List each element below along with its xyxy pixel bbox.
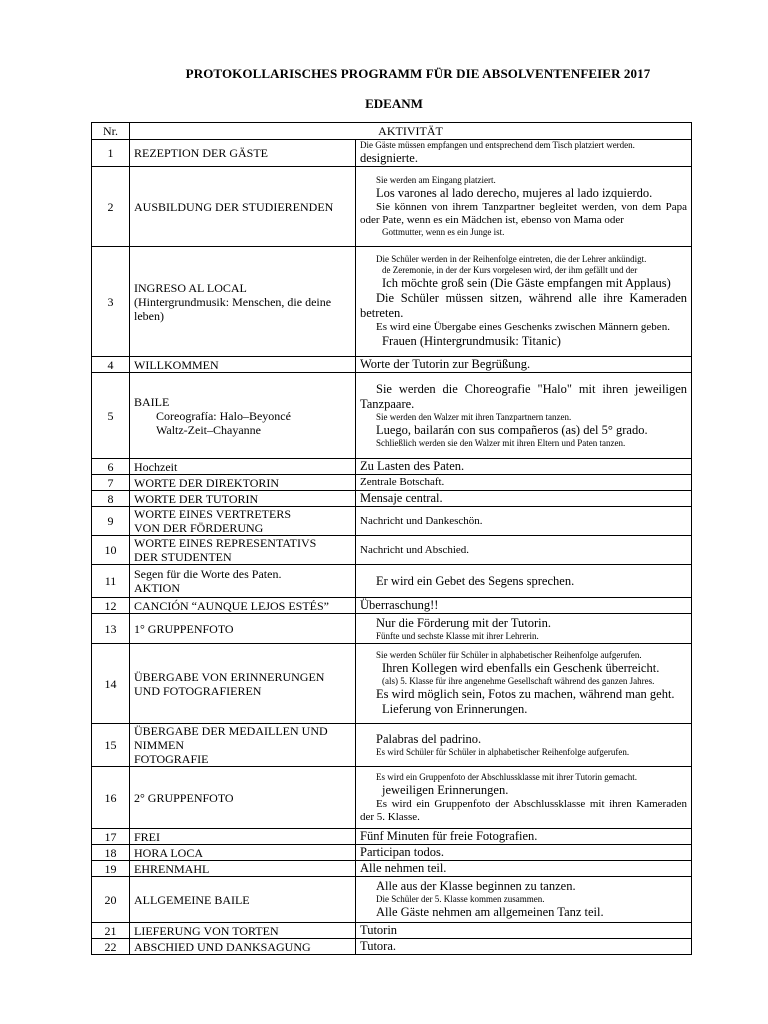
- row-description: [356, 167, 692, 247]
- description-text: Nachricht und Abschied.: [360, 543, 470, 556]
- description-line: [360, 845, 687, 860]
- table-row: [92, 829, 692, 845]
- description-line: [360, 879, 687, 894]
- row-description: [356, 829, 692, 845]
- activity-line: HORA LOCA: [134, 845, 204, 860]
- activity-line: LIEFERUNG VON TORTEN: [134, 923, 279, 938]
- row-description: [356, 767, 692, 829]
- description-line: [360, 732, 687, 747]
- row-number: 2: [92, 167, 130, 247]
- description-text: designierte.: [360, 151, 418, 165]
- table-row: [92, 459, 692, 475]
- description-text: Die Schüler der 5. Klasse kommen zusammen.: [376, 894, 545, 904]
- description-line: [360, 515, 687, 528]
- description-line: [360, 227, 687, 238]
- description-text: Nur die Förderung mit der Tutorin.: [376, 615, 551, 630]
- description-line: [360, 438, 687, 449]
- row-activity: [130, 598, 356, 614]
- table-row: [92, 767, 692, 829]
- description-line: [360, 598, 687, 613]
- activity-line: ÜBERGABE DER MEDAILLEN UND NIMMEN: [134, 724, 328, 752]
- table-row: [92, 861, 692, 877]
- activity-sub-item: [134, 423, 351, 437]
- activity-line: Hochzeit: [134, 459, 178, 474]
- table-row: [92, 140, 692, 167]
- row-number: 5: [92, 373, 130, 459]
- description-line: [360, 334, 687, 349]
- activity-line: FREI: [134, 829, 161, 844]
- description-text: Alle nehmen teil.: [360, 861, 447, 875]
- row-number: 16: [92, 767, 130, 829]
- table-row: [92, 507, 692, 536]
- description-text: Palabras del padrino.: [376, 732, 482, 746]
- row-number: 21: [92, 923, 130, 939]
- description-text: Alle aus der Klasse beginnen zu tanzen.: [376, 879, 576, 893]
- row-description: [356, 845, 692, 861]
- description-line: [360, 254, 687, 265]
- activity-line: ÜBERGABE VON ERINNERUNGEN UND FOTOGRAFIEREN: [134, 669, 325, 698]
- table-row: [92, 491, 692, 507]
- description-line: [360, 861, 687, 876]
- description-line: [360, 939, 687, 954]
- row-number: 12: [92, 598, 130, 614]
- row-activity: [130, 829, 356, 845]
- row-number: 6: [92, 459, 130, 475]
- activity-line: DER STUDENTEN: [134, 550, 232, 564]
- description-text: Participan todos.: [360, 845, 445, 859]
- row-description: [356, 565, 692, 598]
- row-activity: [130, 357, 356, 373]
- table-row: [92, 845, 692, 861]
- description-line: [360, 923, 687, 938]
- description-text: Die Schüler werden in der Reihenfolge eintreten, die der Lehrer ankündigt.: [376, 254, 647, 264]
- row-activity: [130, 507, 356, 536]
- description-line: [360, 544, 687, 557]
- activity-line: CANCIÓN “AUNQUE LEJOS ESTÉS”: [134, 598, 329, 613]
- row-activity: [130, 247, 356, 357]
- activity-line: INGRESO AL LOCAL: [134, 280, 247, 295]
- description-text: Es wird Schüler für Schüler in alphabetischer Reihenfolge aufgerufen.: [376, 747, 630, 757]
- row-activity: [130, 614, 356, 644]
- description-text: Es wird möglich sein, Fotos zu machen, während man geht.: [376, 687, 675, 701]
- row-number: 13: [92, 614, 130, 644]
- row-description: [356, 644, 692, 724]
- description-line: [360, 574, 687, 589]
- description-text: de Zeremonie, in der der Kurs vorgelesen wird, der ihm gefällt und der: [382, 265, 638, 275]
- row-activity: [130, 939, 356, 955]
- table-row: [92, 167, 692, 247]
- activity-line: ALLGEMEINE BAILE: [134, 892, 250, 907]
- row-activity: [130, 644, 356, 724]
- description-line: [360, 476, 687, 489]
- row-activity: [130, 491, 356, 507]
- row-number: 17: [92, 829, 130, 845]
- description-line: [360, 702, 687, 717]
- row-activity: [130, 877, 356, 923]
- description-line: [360, 382, 687, 412]
- description-text: Zu Lasten des Paten.: [360, 459, 465, 473]
- row-activity: [130, 565, 356, 598]
- description-line: [360, 186, 687, 201]
- row-description: [356, 247, 692, 357]
- activity-line: AUSBILDUNG DER STUDIERENDEN: [134, 199, 334, 214]
- table-row: [92, 614, 692, 644]
- row-description: [356, 598, 692, 614]
- description-text: Sie können von ihrem Tanzpartner begleitet werden, von dem Papa oder Pate, wenn es ein Mädchen ist, ebenso von Mama oder: [360, 201, 687, 226]
- description-text: Überraschung!!: [360, 598, 439, 612]
- table-row: [92, 247, 692, 357]
- description-line: [360, 357, 687, 372]
- description-text: Die Schüler müssen sitzen, während alle ihre Kameraden betreten.: [360, 291, 687, 320]
- row-description: [356, 475, 692, 491]
- table-row: [92, 565, 692, 598]
- column-header-nr: Nr.: [92, 123, 130, 140]
- row-activity: [130, 923, 356, 939]
- activity-line: WORTE DER DIREKTORIN: [134, 475, 280, 490]
- table-row: [92, 877, 692, 923]
- row-number: 10: [92, 536, 130, 565]
- activity-line: FOTOGRAFIE: [134, 752, 209, 766]
- description-text: Sie werden Schüler für Schüler in alphabetischer Reihenfolge aufgerufen.: [376, 650, 642, 660]
- description-text: (als) 5. Klasse für ihre angenehme Gesellschaft während des ganzen Jahres.: [382, 676, 655, 686]
- description-line: [360, 201, 687, 227]
- description-text: Sie werden den Walzer mit ihren Tanzpartnern tanzen.: [376, 412, 572, 422]
- description-line: [360, 175, 687, 186]
- description-text: Ihren Kollegen wird ebenfalls ein Geschenk überreicht.: [382, 661, 660, 675]
- description-text: Worte der Tutorin zur Begrüßung.: [360, 357, 531, 371]
- activity-line: EHRENMAHL: [134, 861, 210, 876]
- activity-line: WILLKOMMEN: [134, 357, 219, 372]
- description-line: [360, 423, 687, 438]
- description-line: [360, 321, 687, 334]
- table-row: [92, 644, 692, 724]
- activity-line: WORTE EINES VERTRETERS: [134, 507, 291, 521]
- description-line: [360, 459, 687, 474]
- row-activity: [130, 459, 356, 475]
- table-row: [92, 357, 692, 373]
- row-number: 1: [92, 140, 130, 167]
- description-line: [360, 661, 687, 676]
- activity-line: BAILE: [134, 394, 170, 409]
- row-number: 9: [92, 507, 130, 536]
- row-number: 20: [92, 877, 130, 923]
- row-description: [356, 507, 692, 536]
- description-line: [360, 829, 687, 844]
- table-row: [92, 598, 692, 614]
- row-number: 18: [92, 845, 130, 861]
- activity-line: AKTION: [134, 581, 180, 595]
- row-description: [356, 877, 692, 923]
- description-text: Fünf Minuten für freie Fotografien.: [360, 829, 538, 843]
- description-text: jeweiligen Erinnerungen.: [382, 782, 509, 797]
- description-text: Schließlich werden sie den Walzer mit ihren Eltern und Paten tanzen.: [376, 438, 626, 448]
- row-number: 7: [92, 475, 130, 491]
- program-table: [91, 122, 692, 955]
- description-text: Gottmutter, wenn es ein Junge ist.: [382, 227, 505, 237]
- description-line: [360, 905, 687, 920]
- row-activity: [130, 767, 356, 829]
- row-number: 3: [92, 247, 130, 357]
- document-title: PROTOKOLLARISCHES PROGRAMM FÜR DIE ABSOLVENTENFEIER 2017: [185, 66, 651, 81]
- row-number: 14: [92, 644, 130, 724]
- row-activity: [130, 373, 356, 459]
- description-text: Los varones al lado derecho, mujeres al lado izquierdo.: [376, 186, 653, 200]
- description-line: [360, 687, 687, 702]
- activity-line: WORTE DER TUTORIN: [134, 491, 259, 506]
- activity-line: VON DER FÖRDERUNG: [134, 521, 264, 535]
- description-text: Alle Gäste nehmen am allgemeinen Tanz teil.: [376, 905, 604, 919]
- description-line: [360, 265, 687, 276]
- row-activity: [130, 845, 356, 861]
- document-subtitle: EDEANM: [365, 96, 423, 111]
- row-number: 19: [92, 861, 130, 877]
- row-description: [356, 491, 692, 507]
- activity-line: REZEPTION DER GÄSTE: [134, 146, 268, 160]
- row-description: [356, 939, 692, 955]
- description-text: Luego, bailarán con sus compañeros (as) del 5° grado.: [376, 423, 648, 437]
- description-text: Fünfte und sechste Klasse mit ihrer Lehrerin.: [376, 630, 539, 641]
- row-number: 22: [92, 939, 130, 955]
- row-description: [356, 536, 692, 565]
- table-row: [92, 923, 692, 939]
- row-description: [356, 357, 692, 373]
- row-description: [356, 373, 692, 459]
- activity-line: ABSCHIED UND DANKSAGUNG: [134, 939, 311, 954]
- description-line: [360, 631, 687, 642]
- description-text: Es wird ein Gruppenfoto der Abschlussklasse mit ihrer Tutorin gemacht.: [376, 771, 637, 782]
- description-line: [360, 616, 687, 631]
- activity-sub-text: Waltz-Zeit–Chayanne: [156, 422, 261, 437]
- description-text: Frauen (Hintergrundmusik: Titanic): [382, 334, 561, 348]
- row-description: [356, 140, 692, 167]
- row-activity: [130, 724, 356, 767]
- description-line: [360, 276, 687, 291]
- description-text: Nachricht und Dankeschön.: [360, 514, 483, 527]
- description-line: [360, 747, 687, 758]
- description-text: Mensaje central.: [360, 491, 443, 505]
- description-text: Die Gäste müssen empfangen und entsprechend dem Tisch platziert werden.: [360, 140, 635, 150]
- activity-line: leben): [134, 308, 164, 323]
- row-activity: [130, 861, 356, 877]
- description-line: [360, 894, 687, 905]
- activity-line: Segen für die Worte des Paten.: [134, 567, 282, 581]
- table-row: [92, 536, 692, 565]
- row-number: 11: [92, 565, 130, 598]
- description-line: [360, 798, 687, 824]
- table-row: [92, 475, 692, 491]
- description-line: [360, 676, 687, 687]
- description-line: [360, 412, 687, 423]
- row-description: [356, 861, 692, 877]
- description-text: Tutora.: [360, 939, 397, 953]
- activity-line: (Hintergrundmusik: Menschen, die deine: [134, 294, 332, 309]
- table-row: [92, 939, 692, 955]
- description-text: Lieferung von Erinnerungen.: [382, 702, 528, 716]
- description-line: [360, 650, 687, 661]
- description-line: [360, 772, 687, 783]
- description-line: [360, 783, 687, 798]
- description-text: Sie werden die Choreografie "Halo" mit ihren jeweiligen Tanzpaare.: [360, 382, 687, 411]
- row-number: 8: [92, 491, 130, 507]
- row-activity: [130, 140, 356, 167]
- row-number: 4: [92, 357, 130, 373]
- row-activity: [130, 167, 356, 247]
- column-header-activity: AKTIVITÄT: [130, 123, 692, 140]
- description-text: Sie werden am Eingang platziert.: [376, 175, 496, 185]
- description-text: Es wird ein Gruppenfoto der Abschlussklasse mit ihren Kameraden der 5. Klasse.: [360, 797, 687, 823]
- row-description: [356, 614, 692, 644]
- activity-sub-text: Coreografía: Halo–Beyoncé: [156, 408, 291, 423]
- activity-sub-item: [134, 409, 351, 423]
- row-description: [356, 459, 692, 475]
- activity-line: 2° GRUPPENFOTO: [134, 790, 234, 805]
- table-row: [92, 373, 692, 459]
- table-header-row: [92, 123, 692, 140]
- description-text: Er wird ein Gebet des Segens sprechen.: [376, 573, 575, 588]
- row-description: [356, 724, 692, 767]
- activity-line: 1° GRUPPENFOTO: [134, 621, 234, 636]
- description-line: [360, 291, 687, 321]
- description-text: Ich möchte groß sein (Die Gäste empfangen mit Applaus): [382, 276, 671, 290]
- description-line: [360, 151, 687, 166]
- description-text: Zentrale Botschaft.: [360, 476, 445, 488]
- table-row: [92, 724, 692, 767]
- description-text: Es wird eine Übergabe eines Geschenks zwischen Männern geben.: [376, 321, 670, 333]
- row-activity: [130, 536, 356, 565]
- description-text: Tutorin: [360, 923, 398, 937]
- row-number: 15: [92, 724, 130, 767]
- row-description: [356, 923, 692, 939]
- description-line: [360, 140, 687, 151]
- row-activity: [130, 475, 356, 491]
- activity-line: WORTE EINES REPRESENTATIVS: [134, 536, 317, 550]
- description-line: [360, 491, 687, 506]
